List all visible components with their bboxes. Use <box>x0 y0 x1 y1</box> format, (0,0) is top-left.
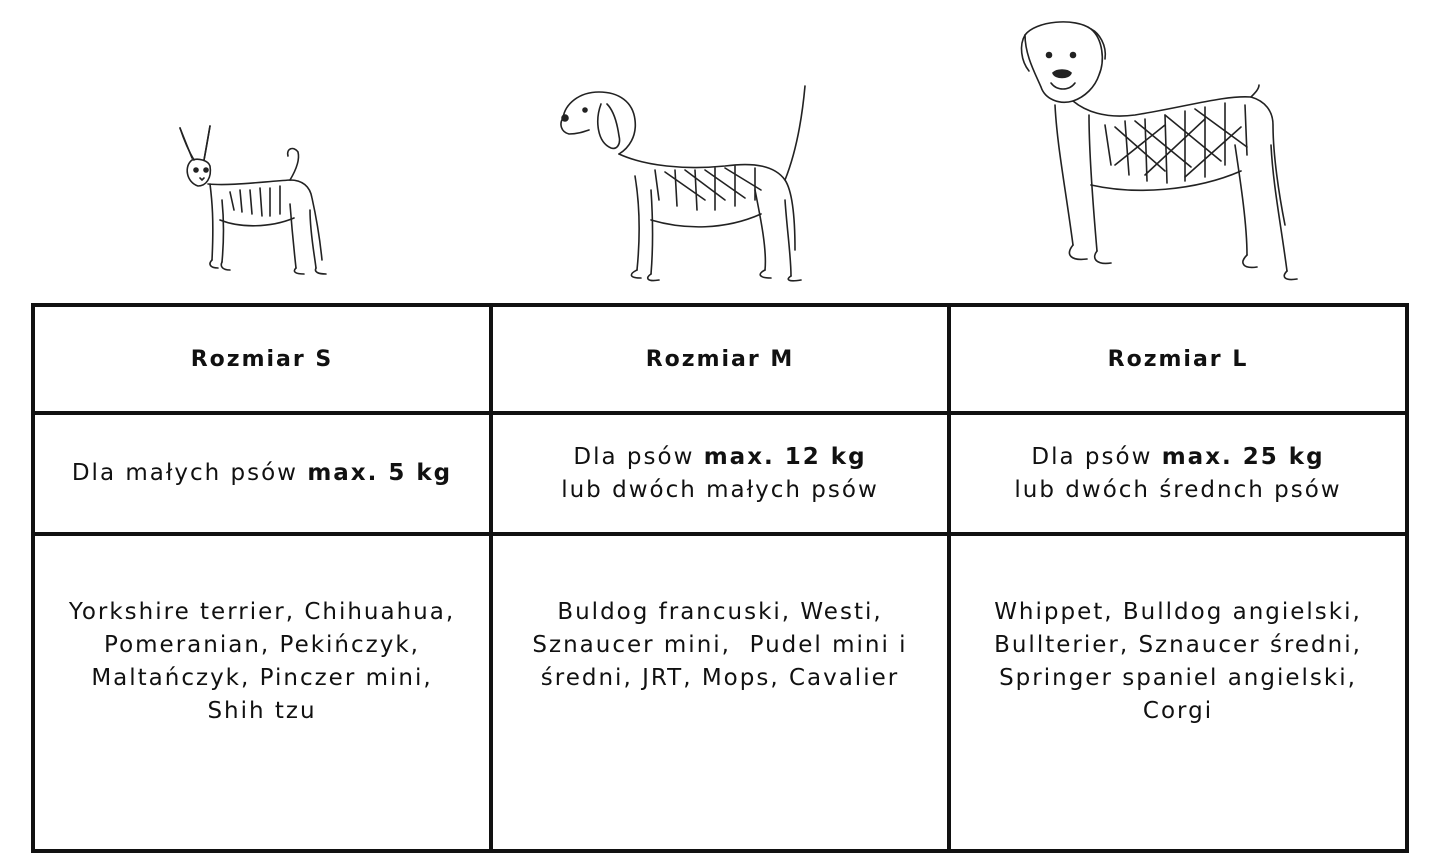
weight-m-note: lub dwóch małych psów <box>561 476 879 503</box>
weight-l-prefix: Dla psów <box>1031 443 1162 470</box>
weight-l-max: max. 25 kg <box>1161 443 1325 470</box>
rottweiler-illustration <box>1015 15 1300 285</box>
weight-m-max: max. 12 kg <box>703 443 867 470</box>
size-table <box>31 303 1409 853</box>
breed-line: Buldog francuski, Westi, <box>557 599 883 625</box>
weight-m-prefix: Dla psów <box>573 443 704 470</box>
breed-line: Maltańczyk, Pinczer mini, <box>91 665 433 691</box>
weight-s-prefix: Dla małych psów <box>71 460 308 486</box>
header-size-s: Rozmiar S <box>33 305 491 413</box>
breed-line: Shih tzu <box>207 698 317 724</box>
weight-l-note: lub dwóch średnch psów <box>1014 476 1342 503</box>
weight-row <box>33 413 1407 534</box>
weight-s-max: max. 5 kg <box>307 460 453 486</box>
breed-line: średni, JRT, Mops, Cavalier <box>540 665 900 691</box>
chihuahua-illustration <box>170 120 330 285</box>
table-header-row <box>33 305 1407 413</box>
weight-cell-l <box>949 413 1407 534</box>
breeds-cell-l <box>949 534 1407 851</box>
breed-line: Pomeranian, Pekińczyk, <box>104 632 420 658</box>
dog-illustrations <box>0 0 1437 300</box>
weight-cell-s <box>33 413 491 534</box>
beagle-illustration <box>555 80 815 285</box>
breed-line: Yorkshire terrier, Chihuahua, <box>68 599 456 625</box>
breed-line: Whippet, Bulldog angielski, <box>994 599 1362 625</box>
breeds-row <box>33 534 1407 851</box>
weight-cell-m <box>491 413 949 534</box>
breed-line: Bullterier, Sznaucer średni, <box>994 632 1362 658</box>
breed-line: Springer spaniel angielski, <box>999 665 1357 691</box>
breeds-cell-s <box>33 534 491 851</box>
breed-line: Corgi <box>1142 698 1214 724</box>
breeds-cell-m <box>491 534 949 851</box>
header-size-m: Rozmiar M <box>491 305 949 413</box>
header-size-l: Rozmiar L <box>949 305 1407 413</box>
breed-line: Sznaucer mini, Pudel mini i <box>532 632 908 658</box>
